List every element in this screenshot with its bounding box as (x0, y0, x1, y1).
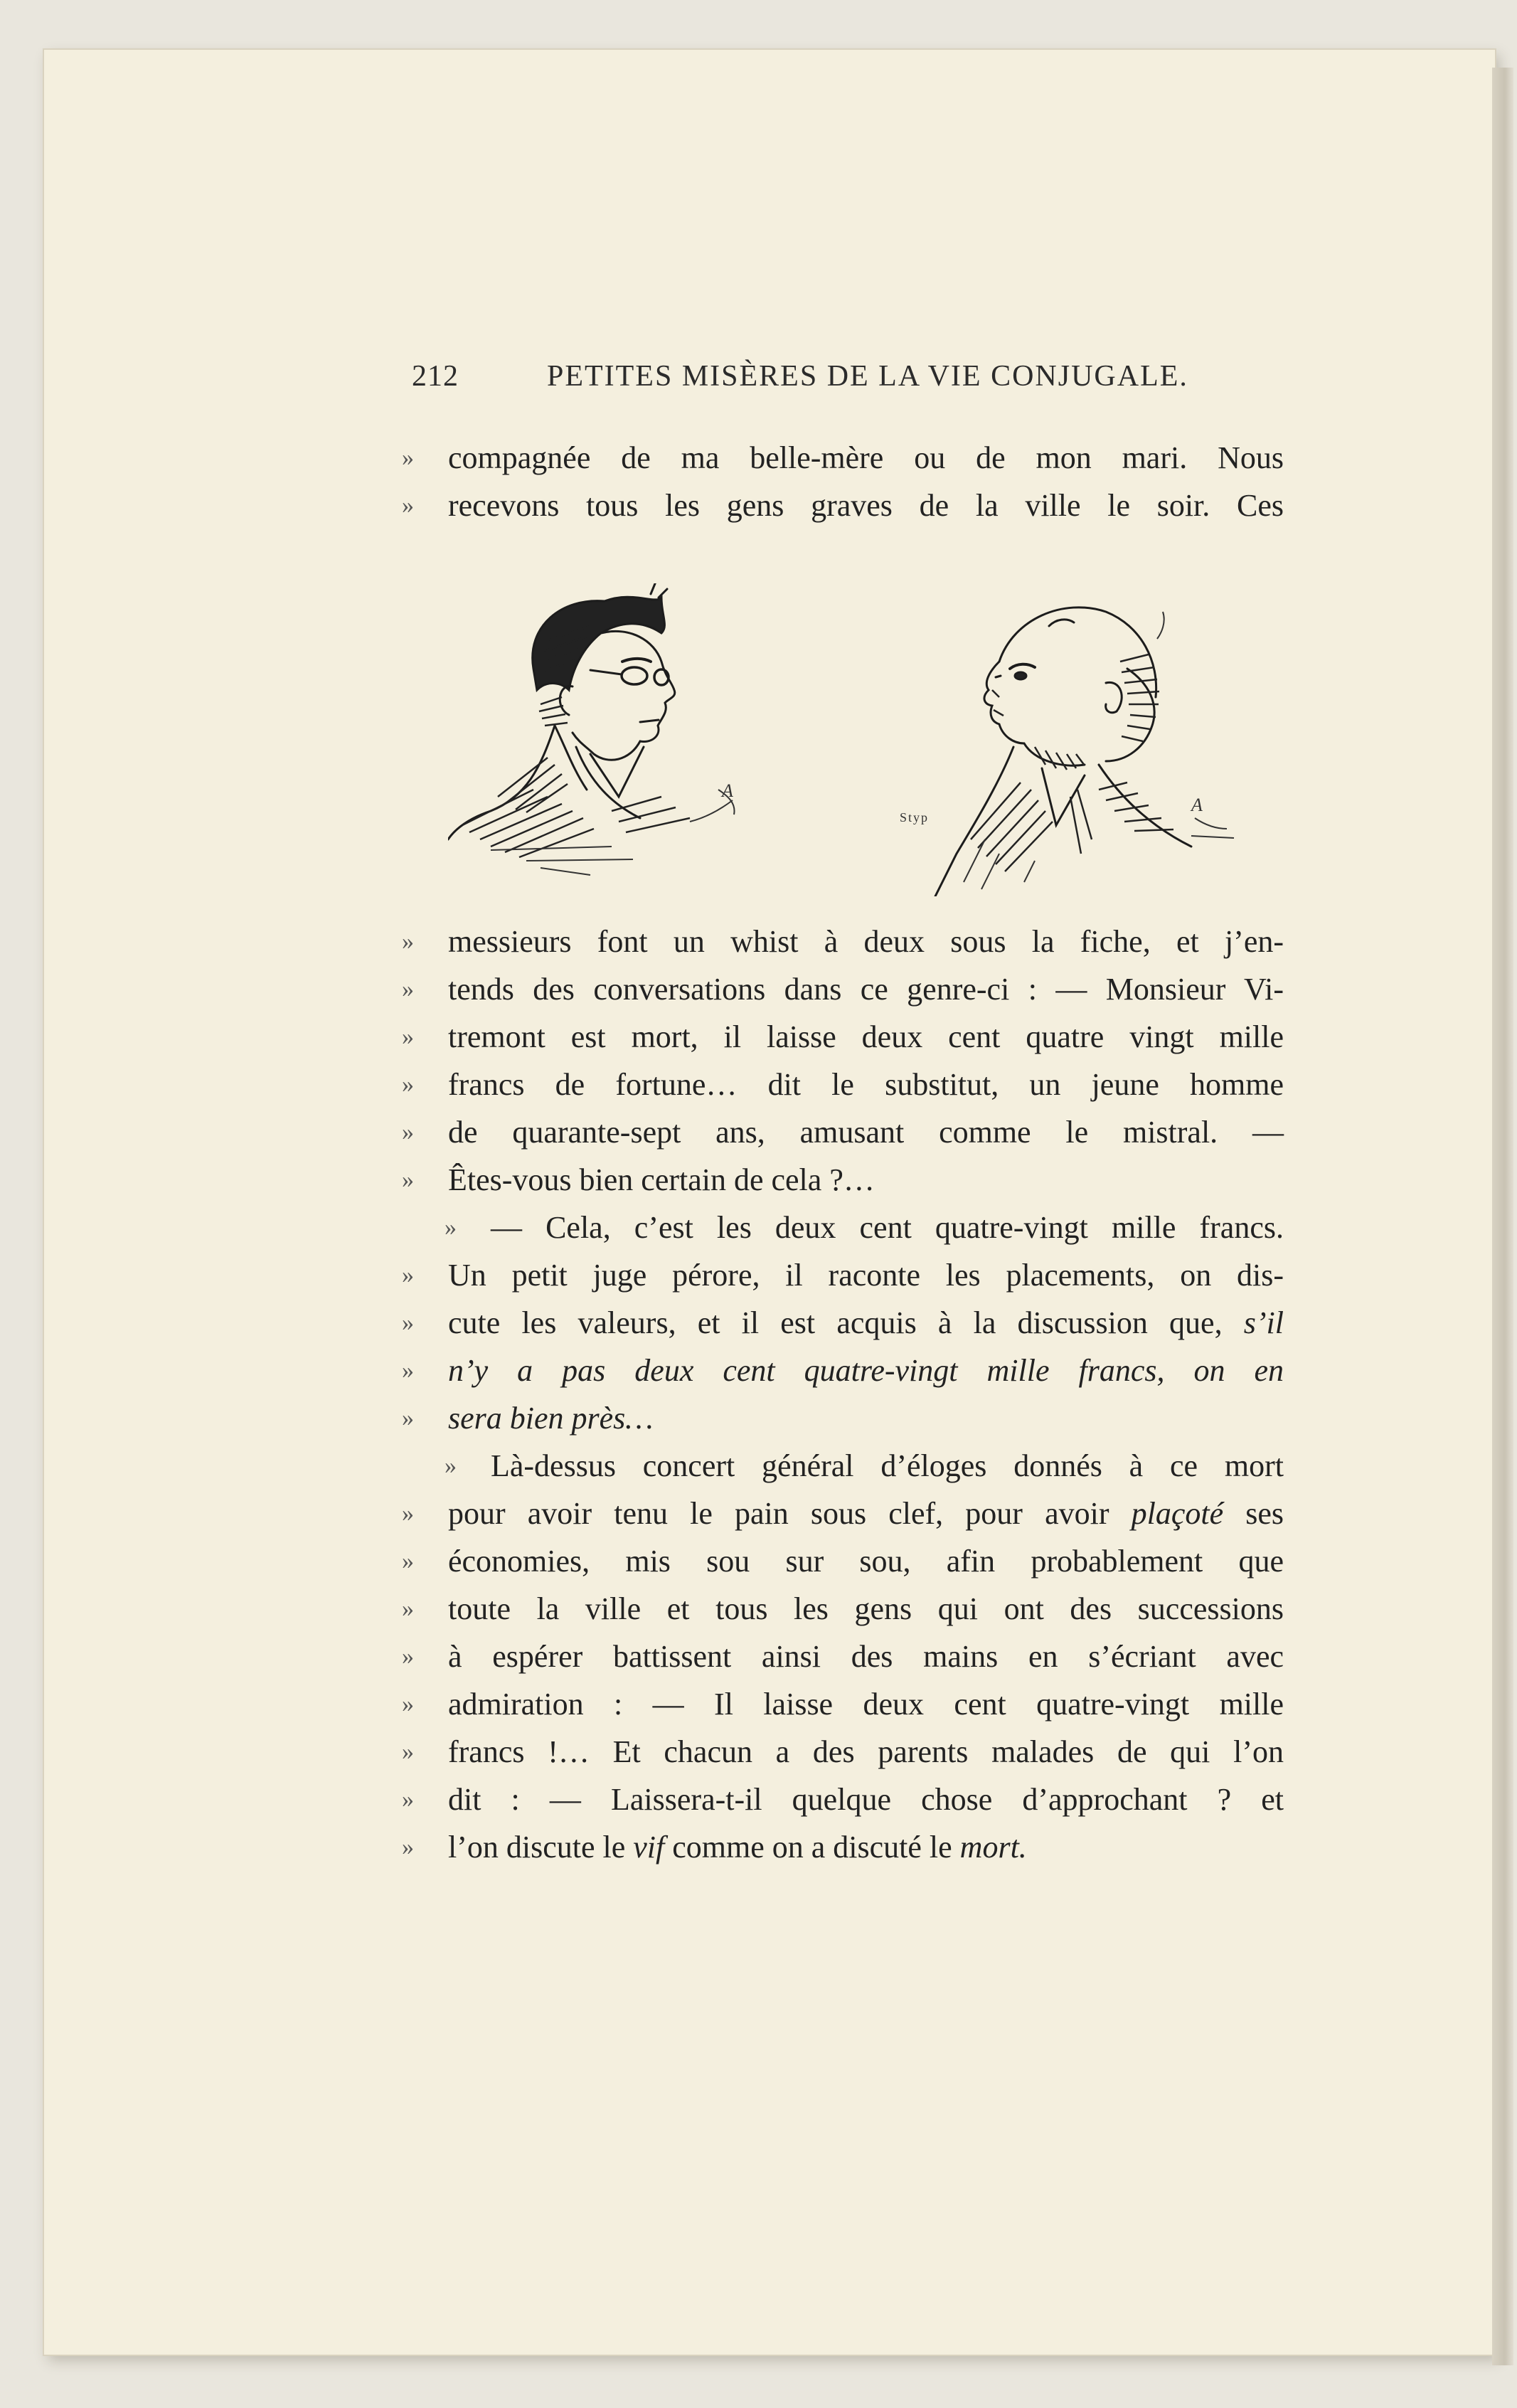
quote-mark: » (402, 1357, 414, 1384)
text-line (402, 1490, 1284, 1537)
caricature-balding-man (893, 583, 1248, 896)
quote-mark: » (402, 492, 414, 519)
line-text: compagnée de ma belle-mère ou de mon mari. Nous (448, 440, 1284, 475)
artist-signature: A (1191, 795, 1203, 815)
main-paragraph (402, 918, 1284, 1871)
quote-mark: » (402, 1834, 414, 1860)
line-text: tends des conversations dans ce genre-ci : — Monsieur Vi- (448, 972, 1284, 1007)
line-text: toute la ville et tous les gens qui ont des successions (448, 1591, 1284, 1626)
text-line (402, 1156, 1284, 1204)
engraver-signature: Styp (900, 810, 930, 824)
quote-mark: » (445, 1453, 457, 1479)
line-text: messieurs font un whist à deux sous la fiche, et j’en- (448, 924, 1284, 959)
running-header (412, 359, 1279, 409)
line-text: francs !… Et chacun a des parents malades de qui l’on (448, 1734, 1284, 1769)
quote-mark: » (402, 1310, 414, 1336)
quote-mark: » (402, 1643, 414, 1670)
line-text (448, 1823, 1284, 1871)
text-line (402, 482, 1284, 529)
line-text-roman: ses (1245, 1496, 1284, 1531)
text-line (402, 1823, 1284, 1871)
text-line (402, 965, 1284, 1013)
artist-signature: A (722, 780, 733, 801)
line-text: à espérer battissent ainsi des mains en s’écriant avec (448, 1639, 1284, 1674)
line-text-roman: l’on discute le (448, 1830, 626, 1865)
quote-mark: » (402, 1596, 414, 1622)
running-title: PETITES MISÈRES DE LA VIE CONJUGALE. (547, 360, 1188, 393)
line-text: tremont est mort, il laisse deux cent quatre vingt mille (448, 1019, 1284, 1054)
line-text: recevons tous les gens graves de la ville le soir. Ces (448, 488, 1284, 523)
line-text-italic: plaçoté (1131, 1496, 1224, 1531)
line-text: admiration : — Il laisse deux cent quatre-vingt mille (448, 1687, 1284, 1722)
top-paragraph (402, 434, 1284, 529)
line-text: économies, mis sou sur sou, afin probablement que (448, 1544, 1284, 1579)
line-text (448, 1299, 1284, 1347)
text-line (402, 1585, 1284, 1633)
text-line (402, 1394, 1284, 1442)
line-text-roman: pour avoir tenu le pain sous clef, pour avoir (448, 1496, 1109, 1531)
text-line (402, 1299, 1284, 1347)
quote-mark: » (402, 976, 414, 1002)
quote-mark: » (402, 1786, 414, 1813)
quote-mark: » (402, 1500, 414, 1527)
text-line (402, 1108, 1284, 1156)
line-text-italic: n’y a pas deux cent quatre-vingt mille francs, on en (448, 1353, 1284, 1388)
quote-mark: » (402, 1405, 414, 1431)
line-text-italic: vif (633, 1830, 665, 1865)
text-line (402, 1442, 1284, 1490)
caricature-man-with-glasses (448, 583, 782, 882)
quote-mark: » (402, 928, 414, 955)
quote-mark: » (402, 1262, 414, 1288)
quote-mark: » (402, 1548, 414, 1574)
page-number: 212 (412, 360, 459, 393)
line-text: — Cela, c’est les deux cent quatre-vingt mille francs. (491, 1210, 1284, 1245)
line-text-italic: sera bien près… (448, 1401, 654, 1436)
text-line (402, 1013, 1284, 1061)
line-text: de quarante-sept ans, amusant comme le mistral. — (448, 1115, 1284, 1150)
quote-mark: » (402, 445, 414, 471)
line-text-italic: s’il (1243, 1305, 1284, 1340)
quote-mark: » (402, 1167, 414, 1193)
quote-mark: » (402, 1024, 414, 1050)
quote-mark: » (402, 1739, 414, 1765)
text-line (402, 1204, 1284, 1251)
line-text-roman: comme on a discuté le (672, 1830, 952, 1865)
line-text: dit : — Laissera-t-il quelque chose d’approchant ? et (448, 1782, 1284, 1817)
line-text: Êtes-vous bien certain de cela ?… (448, 1162, 875, 1197)
text-line (402, 1061, 1284, 1108)
text-line (402, 1251, 1284, 1299)
line-text-roman: cute les valeurs, et il est acquis à la discussion que, (448, 1305, 1223, 1340)
text-line (402, 434, 1284, 482)
text-line (402, 1680, 1284, 1728)
line-text: francs de fortune… dit le substitut, un jeune homme (448, 1067, 1284, 1102)
quote-mark: » (445, 1214, 457, 1241)
quote-mark: » (402, 1691, 414, 1717)
text-line (402, 1728, 1284, 1776)
line-text: Un petit juge pérore, il raconte les placements, on dis- (448, 1258, 1284, 1293)
text-line (402, 918, 1284, 965)
quote-mark: » (402, 1071, 414, 1098)
line-text (448, 1490, 1284, 1537)
text-line (402, 1347, 1284, 1394)
line-text: Là-dessus concert général d’éloges donnés à ce mort (491, 1448, 1284, 1483)
text-line (402, 1633, 1284, 1680)
line-text-italic: mort. (959, 1830, 1027, 1865)
quote-mark: » (402, 1119, 414, 1145)
text-line (402, 1776, 1284, 1823)
text-line (402, 1537, 1284, 1585)
page-edge (1492, 68, 1513, 2365)
